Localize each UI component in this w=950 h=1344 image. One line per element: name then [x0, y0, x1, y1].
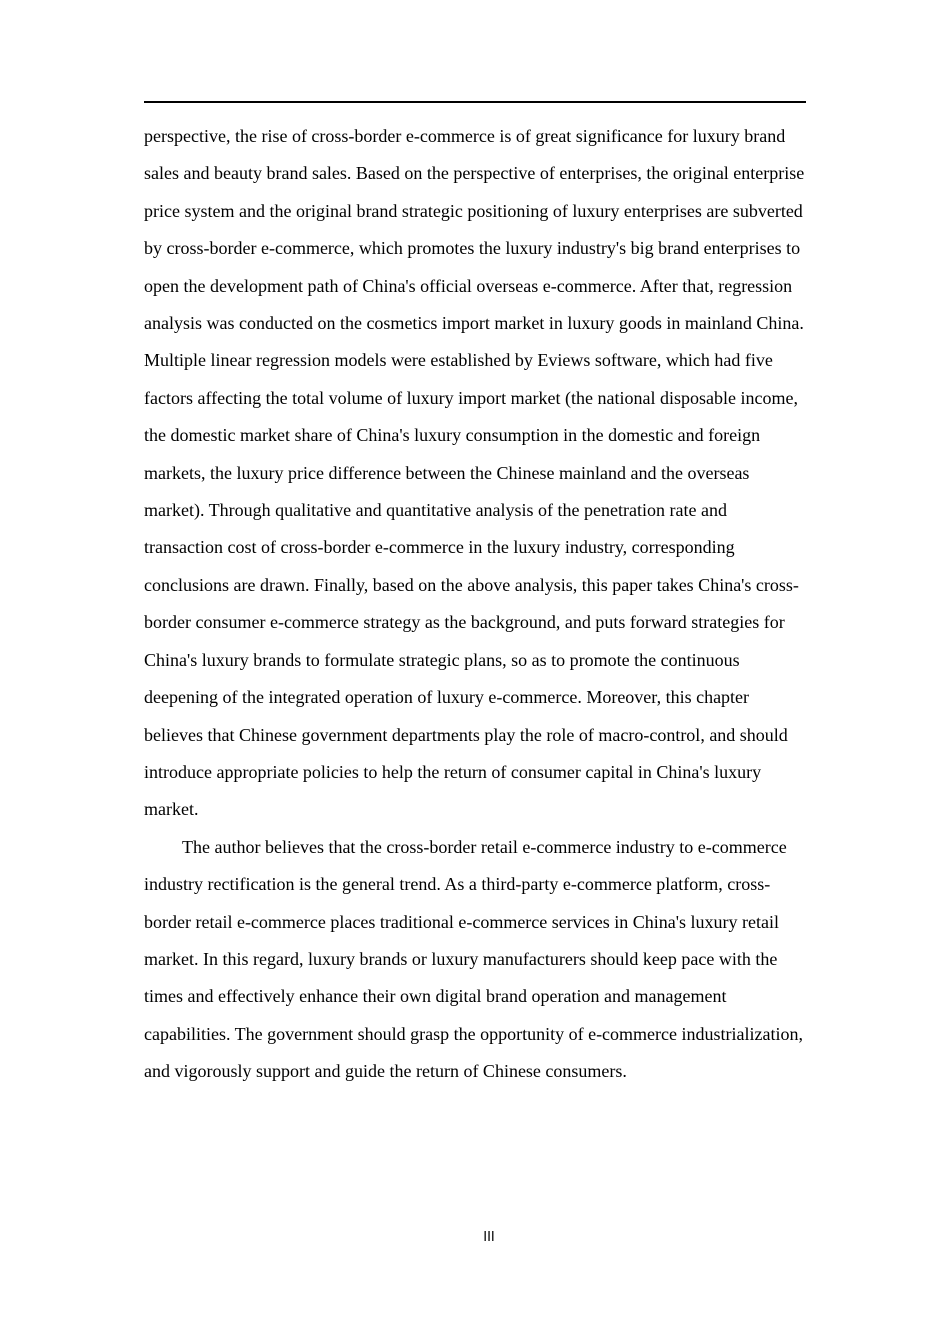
paragraph-author-view: The author believes that the cross-border retail e-commerce industry to e-commerce industry rectification is the general trend. As a third-party e-commerce platform, cross-border retail e-commerce places traditional e-commerce services in China's luxury retail market. In this regard, luxury brands or luxury manufacturers should keep pace with the times and effectively enhance their own digital brand operation and management capabilities. The government should grasp the opportunity of e-commerce industrialization, and vigorously support and guide the return of Chinese consumers.: [144, 836, 803, 1082]
header-rule: [144, 101, 806, 103]
paragraph-continued: perspective, the rise of cross-border e-commerce is of great significance for luxury brand sales and beauty brand sales. Based on the perspective of enterprises, the original enterprise price system and the original brand strategic positioning of luxury enterprises are subverted by cross-border e-commerce, which promotes the luxury industry's big brand enterprises to open the development path of China's official overseas e-commerce. After that, regression analysis was conducted on the cosmetics import market in luxury goods in mainland China. Multiple linear regression models were established by Eviews software, which had five factors affecting the total volume of luxury import market (the national disposable income, the domestic market share of China's luxury consumption in the domestic and foreign markets, the luxury price difference between the Chinese mainland and the overseas market). Through qualitative and quantitative analysis of the penetration rate and transaction cost of cross-border e-commerce in the luxury industry, corresponding conclusions are drawn. Finally, based on the above analysis, this paper takes China's cross-border consumer e-commerce strategy as the background, and puts forward strategies for China's luxury brands to formulate strategic plans, so as to promote the continuous deepening of the integrated operation of luxury e-commerce. Moreover, this chapter believes that Chinese government departments play the role of macro-control, and should introduce appropriate policies to help the return of consumer capital in China's luxury market.: [144, 126, 805, 820]
body-text: [144, 118, 806, 1091]
page-number: III: [483, 1230, 495, 1245]
